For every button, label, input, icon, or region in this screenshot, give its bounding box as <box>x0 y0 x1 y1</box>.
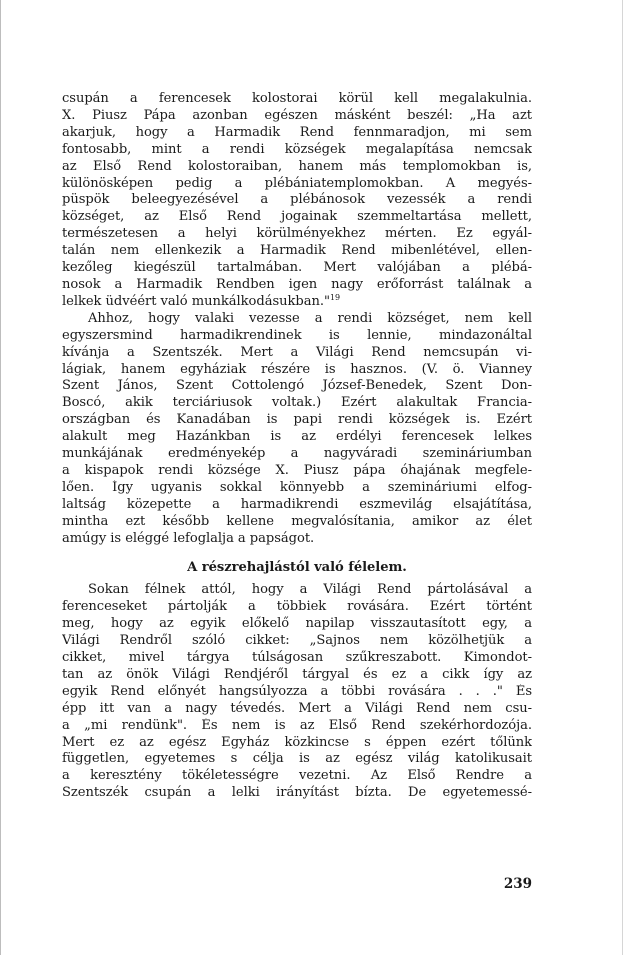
text-line: természetesen a helyi körülményekhez mérten. Ez egyál- <box>62 226 532 242</box>
text-line: püspök beleegyezésével a plébánosok vezessék a rendi <box>62 192 532 208</box>
text-line: a „mi rendünk". És nem is az Első Rend szekérhordozója. <box>62 717 532 733</box>
text-line: kívánja a Szentszék. Mert a Világi Rend nemcsupán vi- <box>62 344 532 360</box>
text-line: Szent János, Szent Cottolengó József-Benedek, Szent Don- <box>62 378 532 394</box>
text-line: mintha ezt később kellene megvalósítania, amikor az élet <box>62 513 532 529</box>
paragraph-1 <box>62 91 532 311</box>
text-line: különösképen pedig a plébániatemplomokban. A megyés- <box>62 175 532 191</box>
paragraph-2 <box>62 311 532 548</box>
text-line: lágiak, hanem egyháziak részére is hasznos. (V. ö. Vianney <box>62 361 532 377</box>
text-line: lően. Így ugyanis sokkal könnyebb a szemináriumi elfog- <box>62 479 532 495</box>
text-line: Sokan félnek attól, hogy a Világi Rend pártolásával a <box>88 582 532 598</box>
text-line: Ahhoz, hogy valaki vezesse a rendi községet, nem kell <box>88 310 532 326</box>
text-line: egyszersmind harmadikrendinek is lennie, mindazonáltal <box>62 327 532 343</box>
page-number: 239 <box>503 876 532 892</box>
text-line: a keresztény tökéletességre vezetni. Az Első Rendre a <box>62 768 532 784</box>
text-line: Szentszék csupán a lelki irányítást bízta. De egyetemessé- <box>62 785 532 801</box>
text-line: X. Piusz Pápa azonban egészen másként beszél: „Ha azt <box>62 107 532 123</box>
text-line: csupán a ferencesek kolostorai körül kell megalakulnia. <box>62 91 532 106</box>
text-line: községet, az Első Rend jogainak szemmeltartása mellett, <box>62 209 532 225</box>
text-line: Világi Rendről szóló cikket: „Sajnos nem közölhetjük a <box>62 633 532 649</box>
text-line: laltság közepette a harmadikrendi eszmevilág elsajátítása, <box>62 496 532 512</box>
text-line: Boscó, akik terciáriusok voltak.) Ezért alakultak Francia- <box>62 395 532 411</box>
text-line: az Első Rend kolostoraiban, hanem más templomokban is, <box>62 158 532 174</box>
text-line: fontosabb, mint a rendi községek megalapítása nemcsak <box>62 141 532 157</box>
body-text <box>62 91 532 802</box>
text-line: egyik Rend előnyét hangsúlyozza a többi rovására . . ." És <box>62 683 532 699</box>
text-line-content: lelkek üdvéért való munkálkodásukban." <box>62 293 330 309</box>
text-line: talán nem ellenkezik a Harmadik Rend mibenlétével, ellen- <box>62 243 532 259</box>
text-line: akarjuk, hogy a Harmadik Rend fennmaradjon, mi sem <box>62 124 532 140</box>
text-line-last <box>62 294 532 311</box>
paragraph-3 <box>62 582 532 802</box>
text-line: cikket, mivel tárgya túlságosan szűkreszabott. Kimondot- <box>62 650 532 665</box>
text-line: kezőleg kiegészül tartalmában. Mert valójában a plébá- <box>62 260 532 276</box>
text-line: ferenceseket pártolják a többiek rovására. Ezért történt <box>62 599 532 615</box>
section-heading: A részrehajlástól való félelem. <box>187 560 407 576</box>
text-line: munkájának eredményekép a nagyváradi szemináriumban <box>62 446 532 462</box>
text-line: nosok a Harmadik Rendben igen nagy erőforrást találnak a <box>62 276 532 292</box>
text-line: amúgy is eléggé lefoglalja a papságot. <box>62 530 315 546</box>
text-line: meg, hogy az egyik előkelő napilap visszautasított egy, a <box>62 616 532 632</box>
text-line: tan az önök Világi Rendjéről tárgyal és ez a cikk így az <box>62 666 532 682</box>
text-line: Mert ez az egész Egyház közkincse s éppen ezért tőlünk <box>62 734 532 750</box>
footnote-marker: 19 <box>329 293 341 302</box>
text-line: a kispapok rendi községe X. Piusz pápa óhajának megfele- <box>62 462 532 478</box>
text-line: épp itt van a nagy tévedés. Mert a Világi Rend nem csu- <box>62 700 532 716</box>
text-line: alakult meg Hazánkban is az erdélyi ferencesek lelkes <box>62 429 532 445</box>
text-line: független, egyetemes s célja is az egész világ katolikusait <box>62 751 532 767</box>
text-line: országban és Kanadában is papi rendi községek is. Ezért <box>62 412 532 428</box>
